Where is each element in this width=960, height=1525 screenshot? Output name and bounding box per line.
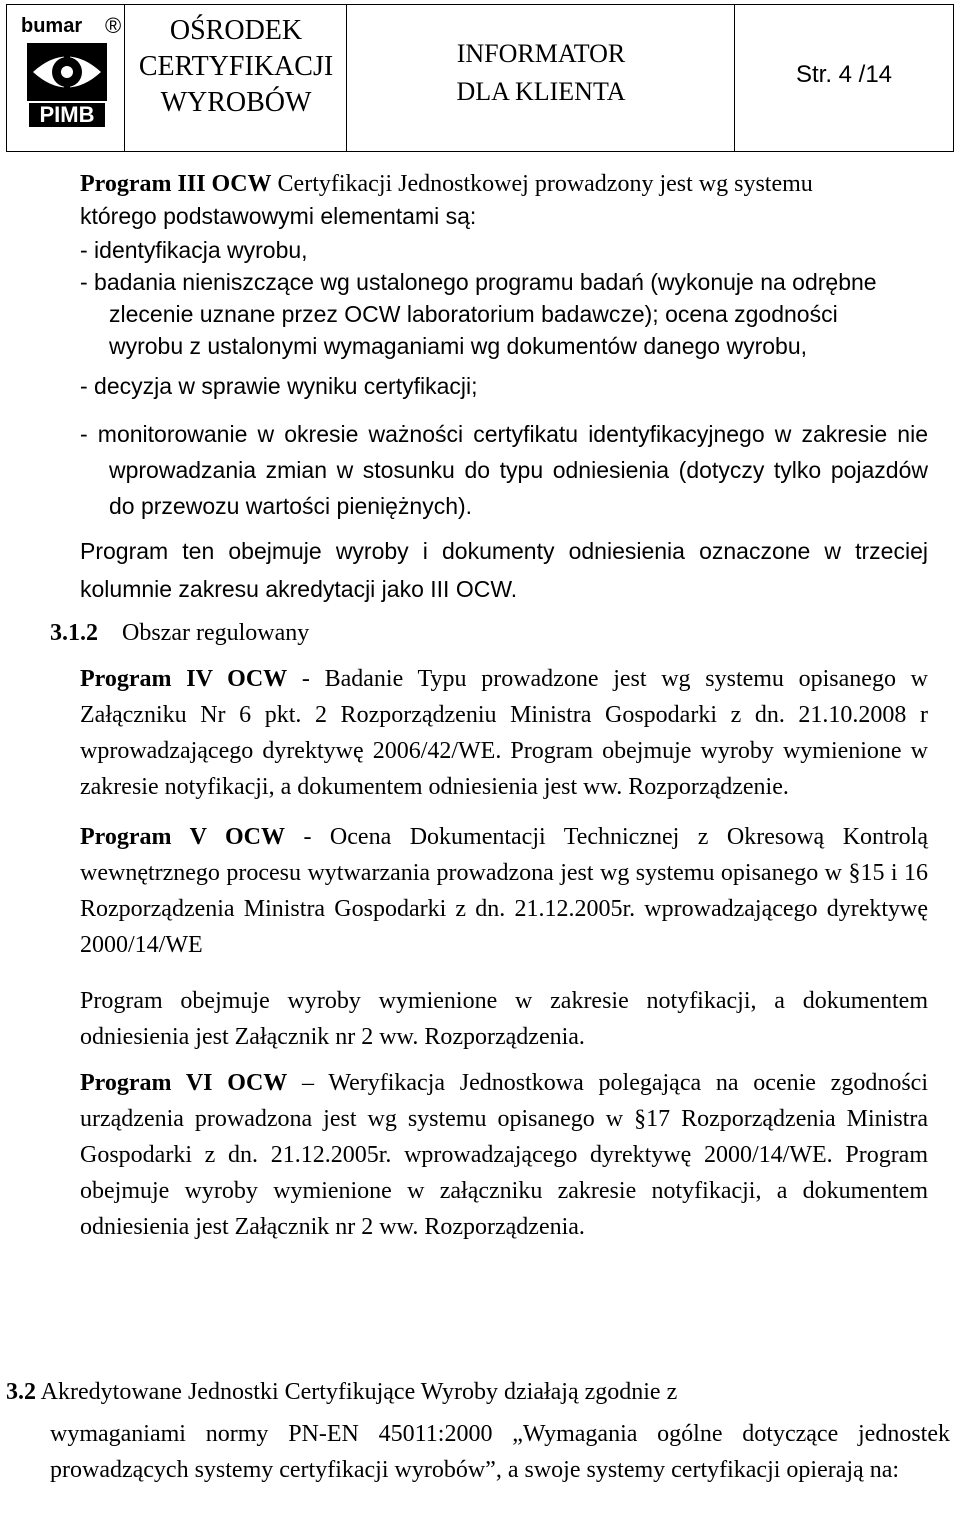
program-iii-text: Certyfikacji Jednostkowej prowadzony jest wg systemu [271, 171, 813, 197]
paragraph-norm: wymaganiami normy PN-EN 45011:2000 „Wymagania ogólne dotyczące jednostek prowadzących systemy certyfikacji wyrobów”, a swoje systemy certyfikacji opierają na: [50, 1421, 950, 1483]
program-iv-text: - Badanie Typu prowadzone jest wg systemu opisanego w Załączniku Nr 6 pkt. 2 Rozporządzeniu Ministra Gospodarki z dn. 21.10.2008 r wprowadzającego dyrektywę 2006/42/WE. Program obejmuje wyroby wymienione w zakresie notyfikacji, a dokumentem odniesienia jest ww. Rozporządzenie. [80, 666, 928, 800]
section-number: 3.2 [6, 1379, 36, 1405]
paragraph-program-iv [80, 661, 928, 805]
paragraph-program-vi [80, 1065, 928, 1245]
logo-wordmark: bumar [21, 15, 83, 37]
program-iii-label: Program III OCW [80, 171, 272, 197]
document-body [50, 168, 929, 1245]
list-item: - decyzja w sprawie wyniku certyfikacji; [80, 373, 478, 399]
center-title [125, 13, 347, 121]
title-line-3: WYROBÓW [160, 87, 312, 118]
registered-mark: ® [105, 13, 122, 38]
section-title: Obszar regulowany [122, 620, 310, 646]
informator-title [347, 35, 735, 111]
list-item: - badania nieniszczące wg ustalonego programu badań (wykonuje na odrębne zlecenie uznane przez OCW laboratorium badawcze); ocena zgodności wyrobu z ustalonymi wymaganiami wg dokumentów danego wyrobu, [80, 269, 877, 359]
info-line-1: INFORMATOR [456, 39, 626, 68]
program-v-label: Program V OCW [80, 824, 285, 850]
list-item-monitoring: - monitorowanie w okresie ważności certyfikatu identyfikacyjnego w zakresie nie wprowadzania zmian w stosunku do typu odniesienia (dotyczy tylko pojazdów do przewozu wartości pieniężnych). [80, 421, 928, 519]
paragraph-program-v-scope: Program obejmuje wyroby wymienione w zakresie notyfikacji, a dokumentem odniesienia jest Załącznik nr 2 ww. Rozporządzenia. [80, 988, 928, 1050]
section-number: 3.1.2 [50, 620, 98, 646]
section-title: Akredytowane Jednostki Certyfikujące Wyroby działają zgodnie z [36, 1379, 678, 1405]
program-iii-line2: którego podstawowymi elementami są: [80, 203, 477, 229]
title-line-1: OŚRODEK [169, 15, 303, 46]
section-heading-312 [50, 616, 928, 651]
logo-cell [7, 5, 125, 151]
list-item: - identyfikacja wyrobu, [80, 237, 308, 263]
info-cell [347, 5, 735, 151]
program-iii-list [80, 234, 928, 402]
program-iv-label: Program IV OCW [80, 666, 288, 692]
paragraph-program-v [80, 819, 928, 963]
title-cell [125, 5, 347, 151]
logo-pimb: PIMB [29, 103, 105, 127]
document-header [6, 4, 954, 152]
title-line-2: CERTYFIKACJI [138, 51, 334, 82]
page-number: Str. 4 /14 [795, 61, 893, 88]
program-vi-label: Program VI OCW [80, 1070, 288, 1096]
eye-logo-icon [27, 43, 107, 101]
program-vi-text: – Weryfikacja Jednostkowa polegająca na ocenie zgodności urządzenia prowadzona jest wg systemu opisanego w §17 Rozporządzenia Ministra Gospodarki z dn. 21.12.2005r. wprowadzającego dyrektywę 2000/14/WE. Program obejmuje wyroby wymienione w załączniku zakresie notyfikacji, a dokumentem odniesienia jest Załącznik nr 2 ww. Rozporządzenia. [80, 1070, 928, 1240]
paragraph-program-iii [80, 168, 928, 232]
section-heading-32 [6, 1374, 906, 1410]
program-v-text: - Ocena Dokumentacji Technicznej z Okresową Kontrolą wewnętrznego procesu wytwarzania prowadzona jest wg systemu opisanego w §15 i 16 Rozporządzenia Ministra Gospodarki z dn. 21.12.2005r. wprowadzającego dyrektywę 2000/14/WE [80, 824, 929, 958]
page-cell [735, 5, 953, 151]
info-line-2: DLA KLIENTA [456, 77, 626, 106]
paragraph-program-scope: Program ten obejmuje wyroby i dokumenty odniesienia oznaczone w trzeciej kolumnie zakresu akredytacji jako III OCW. [80, 538, 928, 602]
